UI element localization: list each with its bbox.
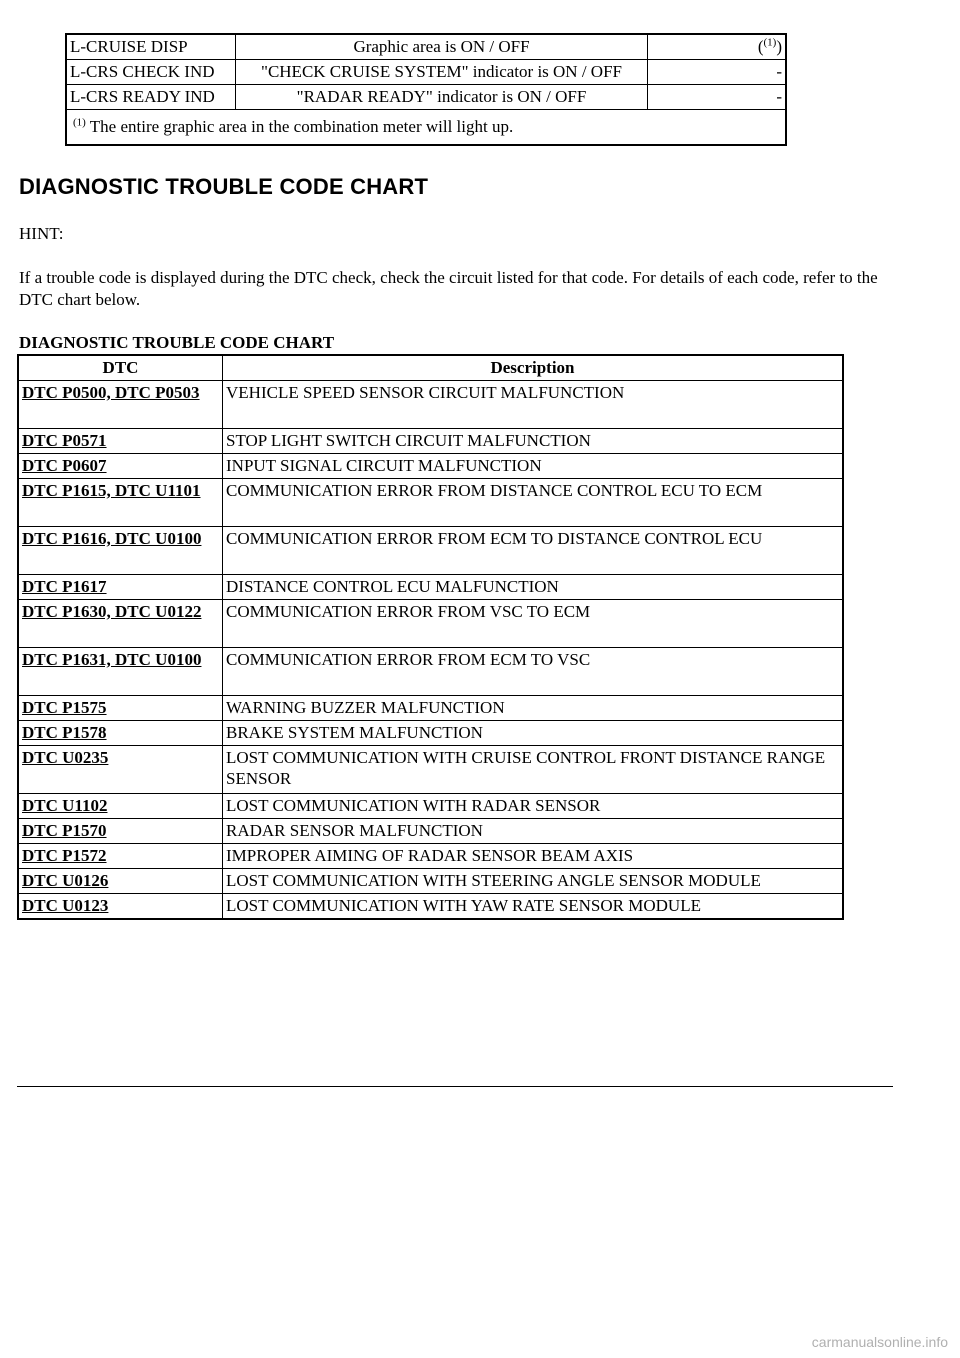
table-row — [66, 34, 786, 60]
dtc-link[interactable]: DTC P1616, DTC U0100 — [22, 529, 202, 548]
description-cell: COMMUNICATION ERROR FROM ECM TO VSC — [223, 648, 844, 696]
description-cell: RADAR SENSOR MALFUNCTION — [223, 819, 844, 844]
footnote-ref: (1) — [763, 36, 777, 49]
note-paren-close: ) — [776, 37, 782, 56]
dtc-cell — [18, 527, 223, 575]
footnote-marker: (1) — [73, 116, 86, 129]
table-row — [18, 479, 843, 527]
condition-cell: "RADAR READY" indicator is ON / OFF — [236, 85, 648, 110]
dtc-link[interactable]: DTC P0500, DTC P0503 — [22, 383, 200, 402]
description-cell: WARNING BUZZER MALFUNCTION — [223, 696, 844, 721]
table-row — [18, 869, 843, 894]
table-row — [18, 648, 843, 696]
dtc-link[interactable]: DTC U0123 — [22, 896, 109, 915]
table-row — [18, 429, 843, 454]
dtc-link[interactable]: DTC U1102 — [22, 796, 108, 815]
condition-cell: Graphic area is ON / OFF — [236, 34, 648, 60]
dtc-cell — [18, 894, 223, 920]
dtc-cell — [18, 869, 223, 894]
description-cell: INPUT SIGNAL CIRCUIT MALFUNCTION — [223, 454, 844, 479]
dtc-cell — [18, 648, 223, 696]
table-row — [18, 746, 843, 794]
dtc-link[interactable]: DTC P1631, DTC U0100 — [22, 650, 202, 669]
table-row — [18, 794, 843, 819]
table-row — [18, 721, 843, 746]
table-row — [66, 85, 786, 110]
table-row — [18, 600, 843, 648]
dtc-cell — [18, 479, 223, 527]
table-row — [18, 575, 843, 600]
description-cell: LOST COMMUNICATION WITH CRUISE CONTROL FRONT DISTANCE RANGE SENSOR — [223, 746, 844, 794]
footnote-text: The entire graphic area in the combination meter will light up. — [89, 117, 514, 136]
note-cell: - — [648, 60, 787, 85]
table-row — [18, 381, 843, 429]
description-cell: LOST COMMUNICATION WITH STEERING ANGLE SENSOR MODULE — [223, 869, 844, 894]
dtc-cell — [18, 575, 223, 600]
dtc-link[interactable]: DTC U0126 — [22, 871, 109, 890]
dtc-link[interactable]: DTC P0607 — [22, 456, 107, 475]
description-cell: COMMUNICATION ERROR FROM ECM TO DISTANCE CONTROL ECU — [223, 527, 844, 575]
table-row — [18, 527, 843, 575]
description-cell: STOP LIGHT SWITCH CIRCUIT MALFUNCTION — [223, 429, 844, 454]
dtc-cell — [18, 844, 223, 869]
column-header-description: Description — [223, 355, 844, 381]
dtc-cell — [18, 721, 223, 746]
dtc-link[interactable]: DTC P1570 — [22, 821, 107, 840]
table-row — [66, 60, 786, 85]
condition-cell: "CHECK CRUISE SYSTEM" indicator is ON / OFF — [236, 60, 648, 85]
site-watermark: carmanualsonline.info — [811, 1334, 948, 1350]
dtc-link[interactable]: DTC U0235 — [22, 748, 109, 767]
dtc-cell — [18, 819, 223, 844]
description-cell: COMMUNICATION ERROR FROM VSC TO ECM — [223, 600, 844, 648]
dtc-link[interactable]: DTC P1575 — [22, 698, 107, 717]
dtc-link[interactable]: DTC P0571 — [22, 431, 107, 450]
dtc-link[interactable]: DTC P1572 — [22, 846, 107, 865]
description-cell: LOST COMMUNICATION WITH RADAR SENSOR — [223, 794, 844, 819]
table-row — [18, 844, 843, 869]
dtc-link[interactable]: DTC P1578 — [22, 723, 107, 742]
table-row — [18, 819, 843, 844]
description-cell: IMPROPER AIMING OF RADAR SENSOR BEAM AXIS — [223, 844, 844, 869]
note-paren-open: ( — [757, 37, 764, 56]
description-cell: LOST COMMUNICATION WITH YAW RATE SENSOR MODULE — [223, 894, 844, 920]
dtc-cell — [18, 381, 223, 429]
note-cell: - — [648, 85, 787, 110]
dtc-link[interactable]: DTC P1615, DTC U1101 — [22, 481, 201, 500]
dtc-cell — [18, 429, 223, 454]
description-cell: VEHICLE SPEED SENSOR CIRCUIT MALFUNCTION — [223, 381, 844, 429]
table-row — [18, 454, 843, 479]
column-header-dtc: DTC — [18, 355, 223, 381]
item-cell: L-CRS READY IND — [66, 85, 236, 110]
description-cell: BRAKE SYSTEM MALFUNCTION — [223, 721, 844, 746]
hint-label: HINT: — [19, 224, 64, 243]
table-row — [18, 894, 843, 920]
dtc-cell — [18, 454, 223, 479]
item-cell: L-CRUISE DISP — [66, 34, 236, 60]
dtc-cell — [18, 696, 223, 721]
dtc-cell — [18, 746, 223, 794]
section-heading: DIAGNOSTIC TROUBLE CODE CHART — [19, 174, 429, 199]
dtc-link[interactable]: DTC P1617 — [22, 577, 107, 596]
note-cell — [648, 34, 787, 60]
horizontal-divider — [17, 1086, 893, 1087]
dtc-link[interactable]: DTC P1630, DTC U0122 — [22, 602, 202, 621]
description-cell: DISTANCE CONTROL ECU MALFUNCTION — [223, 575, 844, 600]
table-row — [18, 696, 843, 721]
dtc-cell — [18, 794, 223, 819]
dtc-table — [17, 354, 844, 920]
chart-caption: DIAGNOSTIC TROUBLE CODE CHART — [19, 333, 335, 352]
description-cell: COMMUNICATION ERROR FROM DISTANCE CONTROL ECU TO ECM — [223, 479, 844, 527]
header-row — [18, 355, 843, 381]
footnote-cell — [66, 110, 786, 146]
data-list-table — [65, 33, 787, 146]
dtc-cell — [18, 600, 223, 648]
hint-text: If a trouble code is displayed during the DTC check, check the circuit listed for that code. For details of each code, refer to the DTC chart below. — [19, 268, 878, 309]
footnote-row — [66, 110, 786, 146]
item-cell: L-CRS CHECK IND — [66, 60, 236, 85]
